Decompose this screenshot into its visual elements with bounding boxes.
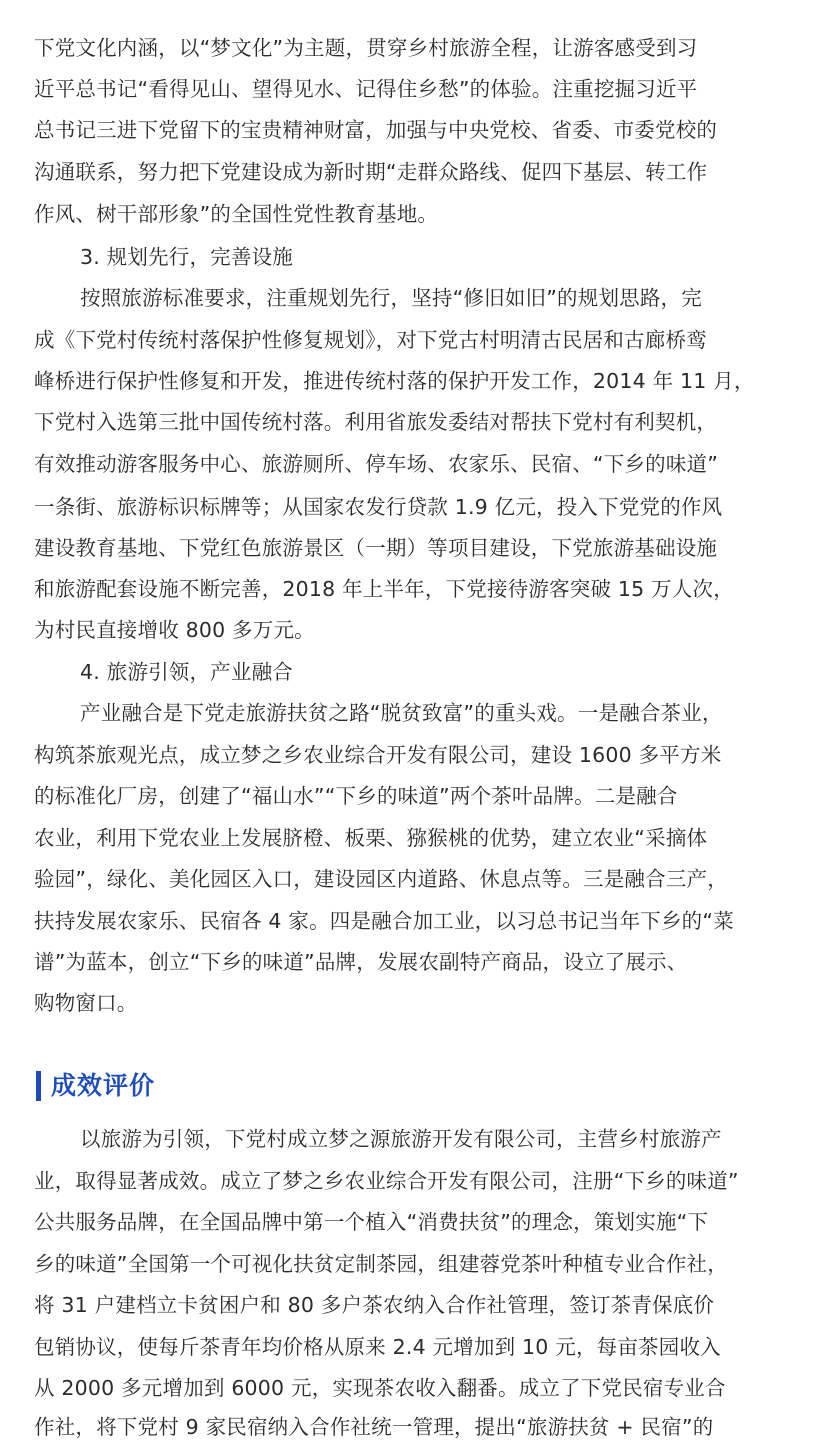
subheading-planning: 3. 规划先行，完善设施 [80,245,293,269]
paragraph-line: 产业融合是下党走旅游扶贫之路“脱贫致富”的重头戏。一是融合茶业， [80,701,723,725]
paragraph-line: 以旅游为引领，下党村成立梦之源旅游开发有限公司，主营乡村旅游产 [80,1127,722,1151]
paragraph-line: 验园”，绿化、美化园区入口，建设园区内道路、休息点等。三是融合三产， [34,867,728,891]
paragraph-line: 一条街、旅游标识标牌等；从国家农发行贷款 1.9 亿元，投入下党党的作风 [34,495,723,519]
paragraph-line: 为村民直接增收 800 多万元。 [34,618,315,642]
heading-accent-bar [36,1071,41,1101]
paragraph-line: 公共服务品牌，在全国品牌中第一个植入“消费扶贫”的理念，策划实施“下 [34,1210,709,1234]
paragraph-line: 包销协议，使每斤茶青年均价格从原来 2.4 元增加到 10 元，每亩茶园收入 [34,1335,721,1359]
section-heading-results [36,1066,155,1106]
section-heading-text: 成效评价 [51,1071,156,1100]
paragraph-line: 建设教育基地、下党红色旅游景区（一期）等项目建设，下党旅游基础设施 [34,536,718,560]
paragraph-line: 从 2000 多元增加到 6000 元，实现茶农收入翻番。成立了下党民宿专业合 [34,1376,726,1400]
paragraph-line: 近平总书记“看得见山、望得见水、记得住乡愁”的体验。注重挖掘习近平 [34,77,698,101]
paragraph-line: 按照旅游标准要求，注重规划先行，坚持“修旧如旧”的规划思路，完 [80,286,702,310]
paragraph-line: 总书记三进下党留下的宝贵精神财富，加强与中央党校、省委、市委党校的 [34,118,718,142]
paragraph-line: 农业，利用下党农业上发展脐橙、板栗、猕猴桃的优势，建立农业“采摘体 [34,826,708,850]
paragraph-line: 扶持发展农家乐、民宿各 4 家。四是融合加工业，以习总书记当年下乡的“菜 [34,909,734,933]
paragraph-line: 沟通联系，努力把下党建设成为新时期“走群众路线、促四下基层、转工作 [34,160,708,184]
paragraph-line: 谱”为蓝本，创立“下乡的味道”品牌，发展农副特产商品，设立了展示、 [34,950,688,974]
paragraph-line: 业，取得显著成效。成立了梦之乡农业综合开发有限公司，注册“下乡的味道” [34,1169,739,1193]
paragraph-line: 成《下党村传统村落保护性修复规划》，对下党古村明清古民居和古廊桥鸾 [34,328,707,352]
paragraph-line: 作社，将下党村 9 家民宿纳入合作社统一管理，提出“旅游扶贫 + 民宿”的 [34,1415,714,1439]
paragraph-line: 作风、树干部形象”的全国性党性教育基地。 [34,202,439,226]
paragraph-line: 将 31 户建档立卡贫困户和 80 多户茶农纳入合作社管理，签订茶青保底价 [34,1293,715,1317]
paragraph-line: 下党文化内涵，以“梦文化”为主题，贯穿乡村旅游全程，让游客感受到习 [34,36,698,60]
paragraph-line: 乡的味道”全国第一个可视化扶贫定制茶园，组建蓉党茶叶种植专业合作社， [34,1252,728,1276]
paragraph-line: 购物窗口。 [34,991,138,1015]
paragraph-line: 下党村入选第三批中国传统村落。利用省旅发委结对帮扶下党村有利契机， [34,410,718,434]
paragraph-line: 峰桥进行保护性修复和开发，推进传统村落的保护开发工作，2014 年 11 月， [34,369,755,393]
paragraph-line: 的标准化厂房，创建了“福山水”“下乡的味道”两个茶叶品牌。二是融合 [34,784,678,808]
paragraph-line: 有效推动游客服务中心、旅游厕所、停车场、农家乐、民宿、“下乡的味道” [34,452,719,476]
paragraph-line: 和旅游配套设施不断完善，2018 年上半年，下党接待游客突破 15 万人次， [34,577,734,601]
paragraph-line: 构筑茶旅观光点，成立梦之乡农业综合开发有限公司，建设 1600 多平方米 [34,743,722,767]
subheading-tourism: 4. 旅游引领，产业融合 [80,660,293,684]
